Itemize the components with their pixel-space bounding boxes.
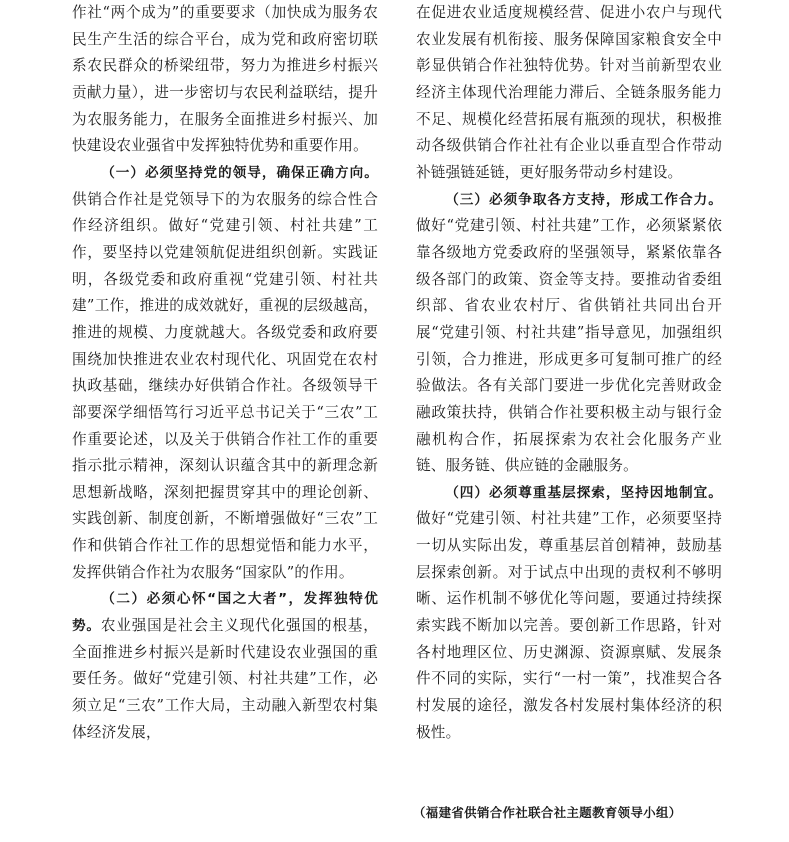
section-one-body: 供销合作社是党领导下的为农服务的综合性合作经济组织。做好“党建引领、村社共建”工作，要坚持以党建领航促进组织创新。实践证明，各级党委和政府重视“党建引领、村社共建”工作，推进的成效就好，重视的层级越高，推进的规模、力度就越大。各级党委和政府要围绕加快推进农业农村现代化、巩固党在农村执政基础，继续办好供销合作社。各级领导干部要深学细悟笃行习近平总书记关于“三农”工作重要论述，以及关于供销合作社工作的重要指示批示精神，深刻认识蕴含其中的新理念新思想新战略，深刻把握贯穿其中的理论创新、实践创新、制度创新，不断增强做好“三农”工作和供销合作社工作的思想觉悟和能力水平，发挥供销合作社为农服务“国家队”的作用。 [72, 190, 378, 581]
section-four [416, 480, 722, 747]
section-one [72, 160, 378, 587]
section-two-heading: （二）必须心怀“国之大者”，发挥独特优势。 [72, 591, 378, 635]
section-four-body: 做好“党建引领、村社共建”工作，必须要坚持一切从实际出发，尊重基层首创精神，鼓励基层探索创新。对于试点中出现的责权利不够明晰、运作机制不够优化等问题，要通过持续探索实践不断加以完善。要创新工作思路，针对各村地理区位、历史渊源、资源禀赋、发展条件不同的实际，实行“一村一策”，找准契合各村发展的途径，激发各村发展村集体经济的积极性。 [416, 510, 722, 741]
section-two-body: 农业强国是社会主义现代化强国的根基，全面推进乡村振兴是新时代建设农业强国的重要任务。做好“党建引领、村社共建”工作，必须立足“三农”工作大局，主动融入新型农村集体经济发展， [72, 617, 378, 741]
section-three-heading: （三）必须争取各方支持，形成工作合力。 [445, 191, 722, 208]
section-three [416, 187, 722, 480]
section-one-heading: （一）必须坚持党的领导，确保正确方向。 [101, 164, 378, 181]
paragraph-text: 作社“两个成为”的重要要求（加快成为服务农民生产生活的综合平台，成为党和政府密切联系农民群众的桥梁纽带，努力为推进乡村振兴贡献力量），进一步密切与农民利益联结，提升为农服务能力，在服务全面推进乡村振兴、加快建设农业强省中发挥独特优势和重要作用。 [72, 4, 378, 155]
paragraph-text: 在促进农业适度规模经营、促进小农户与现代农业发展有机衔接、服务保障国家粮食安全中彰显供销合作社独特优势。针对当前新型农业经济主体现代治理能力滞后、全链条服务能力不足、规模化经营拓展有瓶颈的现状，积极推动各级供销合作社社有企业以垂直型合作带动补链强链延链，更好服务带动乡村建设。 [416, 4, 722, 181]
right-column [416, 0, 722, 746]
source-attribution: （福建省供销合作社联合社主题教育领导小组） [413, 805, 682, 820]
paragraph-section-two-continued [416, 0, 722, 187]
paragraph-intro-continued [72, 0, 378, 160]
section-three-body: 做好“党建引领、村社共建”工作，必须紧紧依靠各级地方党委政府的坚强领导，紧紧依靠各级各部门的政策、资金等支持。要推动省委组织部、省农业农村厅、省供销社共同出台开展“党建引领、村社共建”指导意见，加强组织引领，合力推进，形成更多可复制可推广的经验做法。各有关部门要进一步优化完善财政金融政策扶持，供销合作社要积极主动与银行金融机构合作，拓展探索为农社会化服务产业链、服务链、供应链的金融服务。 [416, 217, 722, 475]
section-four-heading: （四）必须尊重基层探索，坚持因地制宜。 [445, 484, 722, 501]
section-two [72, 586, 378, 746]
left-column [72, 0, 378, 746]
